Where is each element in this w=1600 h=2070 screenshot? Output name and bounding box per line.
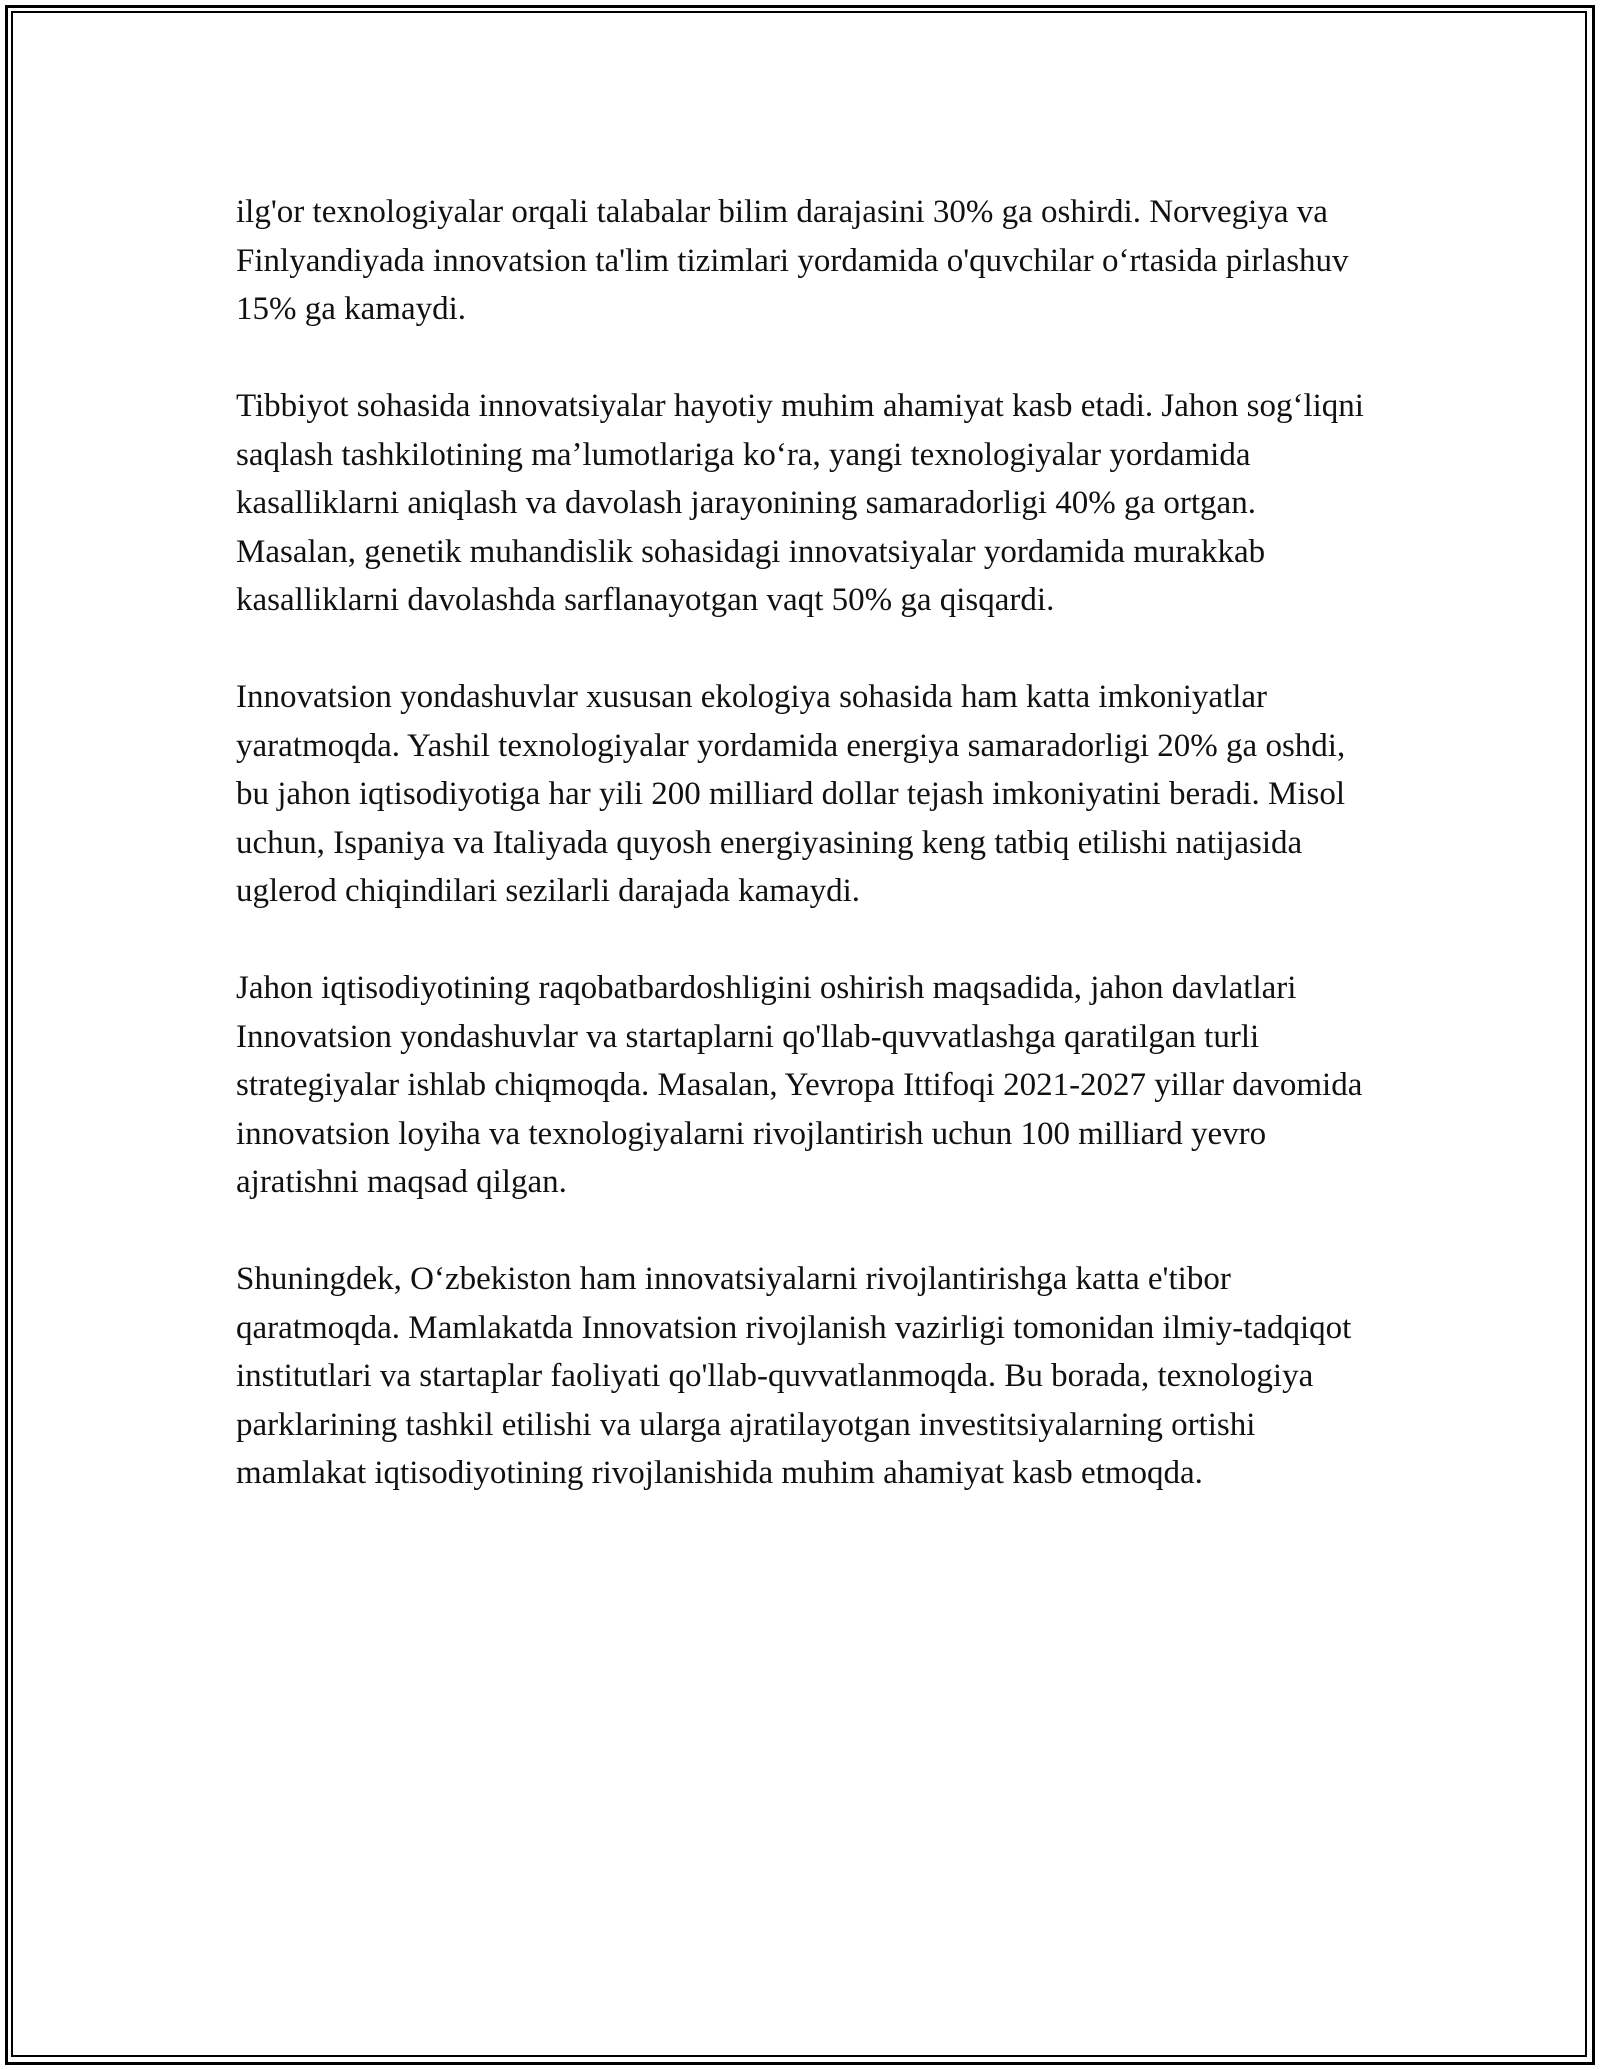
paragraph-ecology: Innovatsion yondashuvlar xususan ekologiya sohasida ham katta imkoniyatlar yaratmoqda. Yashil texnologiyalar yordamida energiya samaradorligi 20% ga oshdi, bu jahon iqtisodiyotiga har yili 200 milliard dollar tejash imkoniyatini beradi. Misol uchun, Ispaniya va Italiyada quyosh energiyasining keng tatbiq etilishi natijasida uglerod chiqindilari sezilarli darajada kamaydi. bbox=[236, 679, 1346, 909]
paragraph-education: ilg'or texnologiyalar orqali talabalar bilim darajasini 30% ga oshirdi. Norvegiya va Finlyandiyada innovatsion ta'lim tizimlari yordamida o'quvchilar oʻrtasida pirlashuv 15% ga kamaydi. bbox=[236, 194, 1349, 327]
document-body bbox=[236, 188, 1376, 1546]
paragraph-uzbekistan: Shuningdek, Oʻzbekiston ham innovatsiyalarni rivojlantirishga katta e'tibor qaratmoqda. Mamlakatda Innovatsion rivojlanish vazirligi tomonidan ilmiy-tadqiqot institutlari va startaplar faoliyati qo'llab-quvvatlanmoqda. Bu borada, texnologiya parklarining tashkil etilishi va ularga ajratilayotgan investitsiyalarning ortishi mamlakat iqtisodiyotining rivojlanishida muhim ahamiyat kasb etmoqda. bbox=[236, 1261, 1352, 1491]
paragraph-medicine: Tibbiyot sohasida innovatsiyalar hayotiy muhim ahamiyat kasb etadi. Jahon sogʻliqni saqlash tashkilotining maʼlumotlariga koʻra, yangi texnologiyalar yordamida kasalliklarni aniqlash va davolash jarayonining samaradorligi 40% ga ortgan. Masalan, genetik muhandislik sohasidagi innovatsiyalar yordamida murakkab kasalliklarni davolashda sarflanayotgan vaqt 50% ga qisqardi. bbox=[236, 388, 1364, 618]
paragraph-economy: Jahon iqtisodiyotining raqobatbardoshligini oshirish maqsadida, jahon davlatlari Innovatsion yondashuvlar va startaplarni qo'llab-quvvatlashga qaratilgan turli strategiyalar ishlab chiqmoqda. Masalan, Yevropa Ittifoqi 2021-2027 yillar davomida innovatsion loyiha va texnologiyalarni rivojlantirish uchun 100 milliard yevro ajratishni maqsad qilgan. bbox=[236, 970, 1363, 1200]
